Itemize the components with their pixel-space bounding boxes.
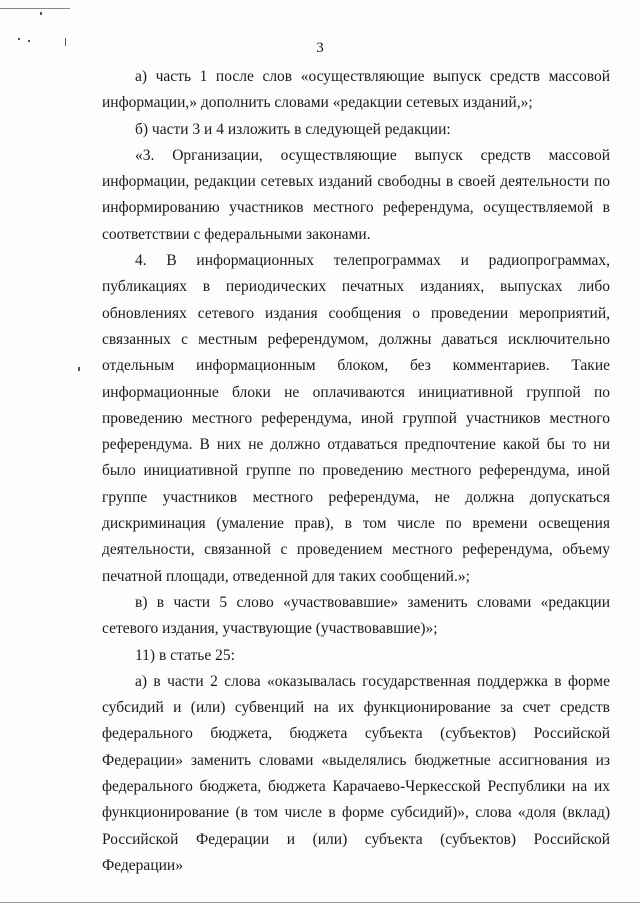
page-number: 3 [316,40,324,56]
paragraph: а) в части 2 слова «оказывалась государственная поддержка в форме субсидий и (или) субвенций на их функционирование за счет средств федерального бюджета, бюджета субъекта (субъектов) Российской Федерации» заменить словами «выделялись бюджетные ассигнования из федерального бюджета, бюджета Карачаево-Черкесской Республики на их функционирование (в том числе в форме субсидий)», слова «доля (вклад) Российской Федерации и (или) субъекта (субъектов) Российской Федерации» [102,672,610,874]
paragraph: в) в части 5 слово «участвовавшие» заменить словами «редакции сетевого издания, участвующие (участвовавшие)»; [102,593,610,638]
scan-mark-top-left [0,8,70,9]
scan-dot [40,12,42,15]
paragraph: «3. Организации, осуществляющие выпуск средств массовой информации, редакции сетевых изданий свободны в своей деятельности по информированию участников местного референдума, осуществляемой в соответствии с федеральными законами. [102,146,610,243]
paragraph: 4. В информационных телепрограммах и радиопрограммах, публикациях в периодических печатных изданиях, выпусках либо обновлениях сетевого издания сообщения о проведении мероприятий, связанных с местным референдумом, должны даваться исключительно отдельным информационным блоком, без комментариев. Такие информационные блоки не оплачиваются инициативной группой по проведению местного референдума, иной группой участников местного референдума. В них не должно отдаваться предпочтение какой бы то ни было инициативной группе по проведению местного референдума, иной группе участников местного референдума, не должна допускаться дискриминация (умаление прав), в том числе по времени освещения деятельности, связанной с проведением местного референдума, объему печатной площади, отведенной для таких сообщений.»; [102,252,610,585]
document-body [102,64,610,879]
paragraph: б) части 3 и 4 изложить в следующей редакции: [135,120,451,138]
paragraph: 11) в статье 25: [135,646,235,664]
scan-dot [78,367,80,371]
scan-edge-line [0,902,640,903]
paragraph: а) часть 1 после слов «осуществляющие выпуск средств массовой информации,» дополнить словами «редакции сетевых изданий,»; [102,68,610,112]
